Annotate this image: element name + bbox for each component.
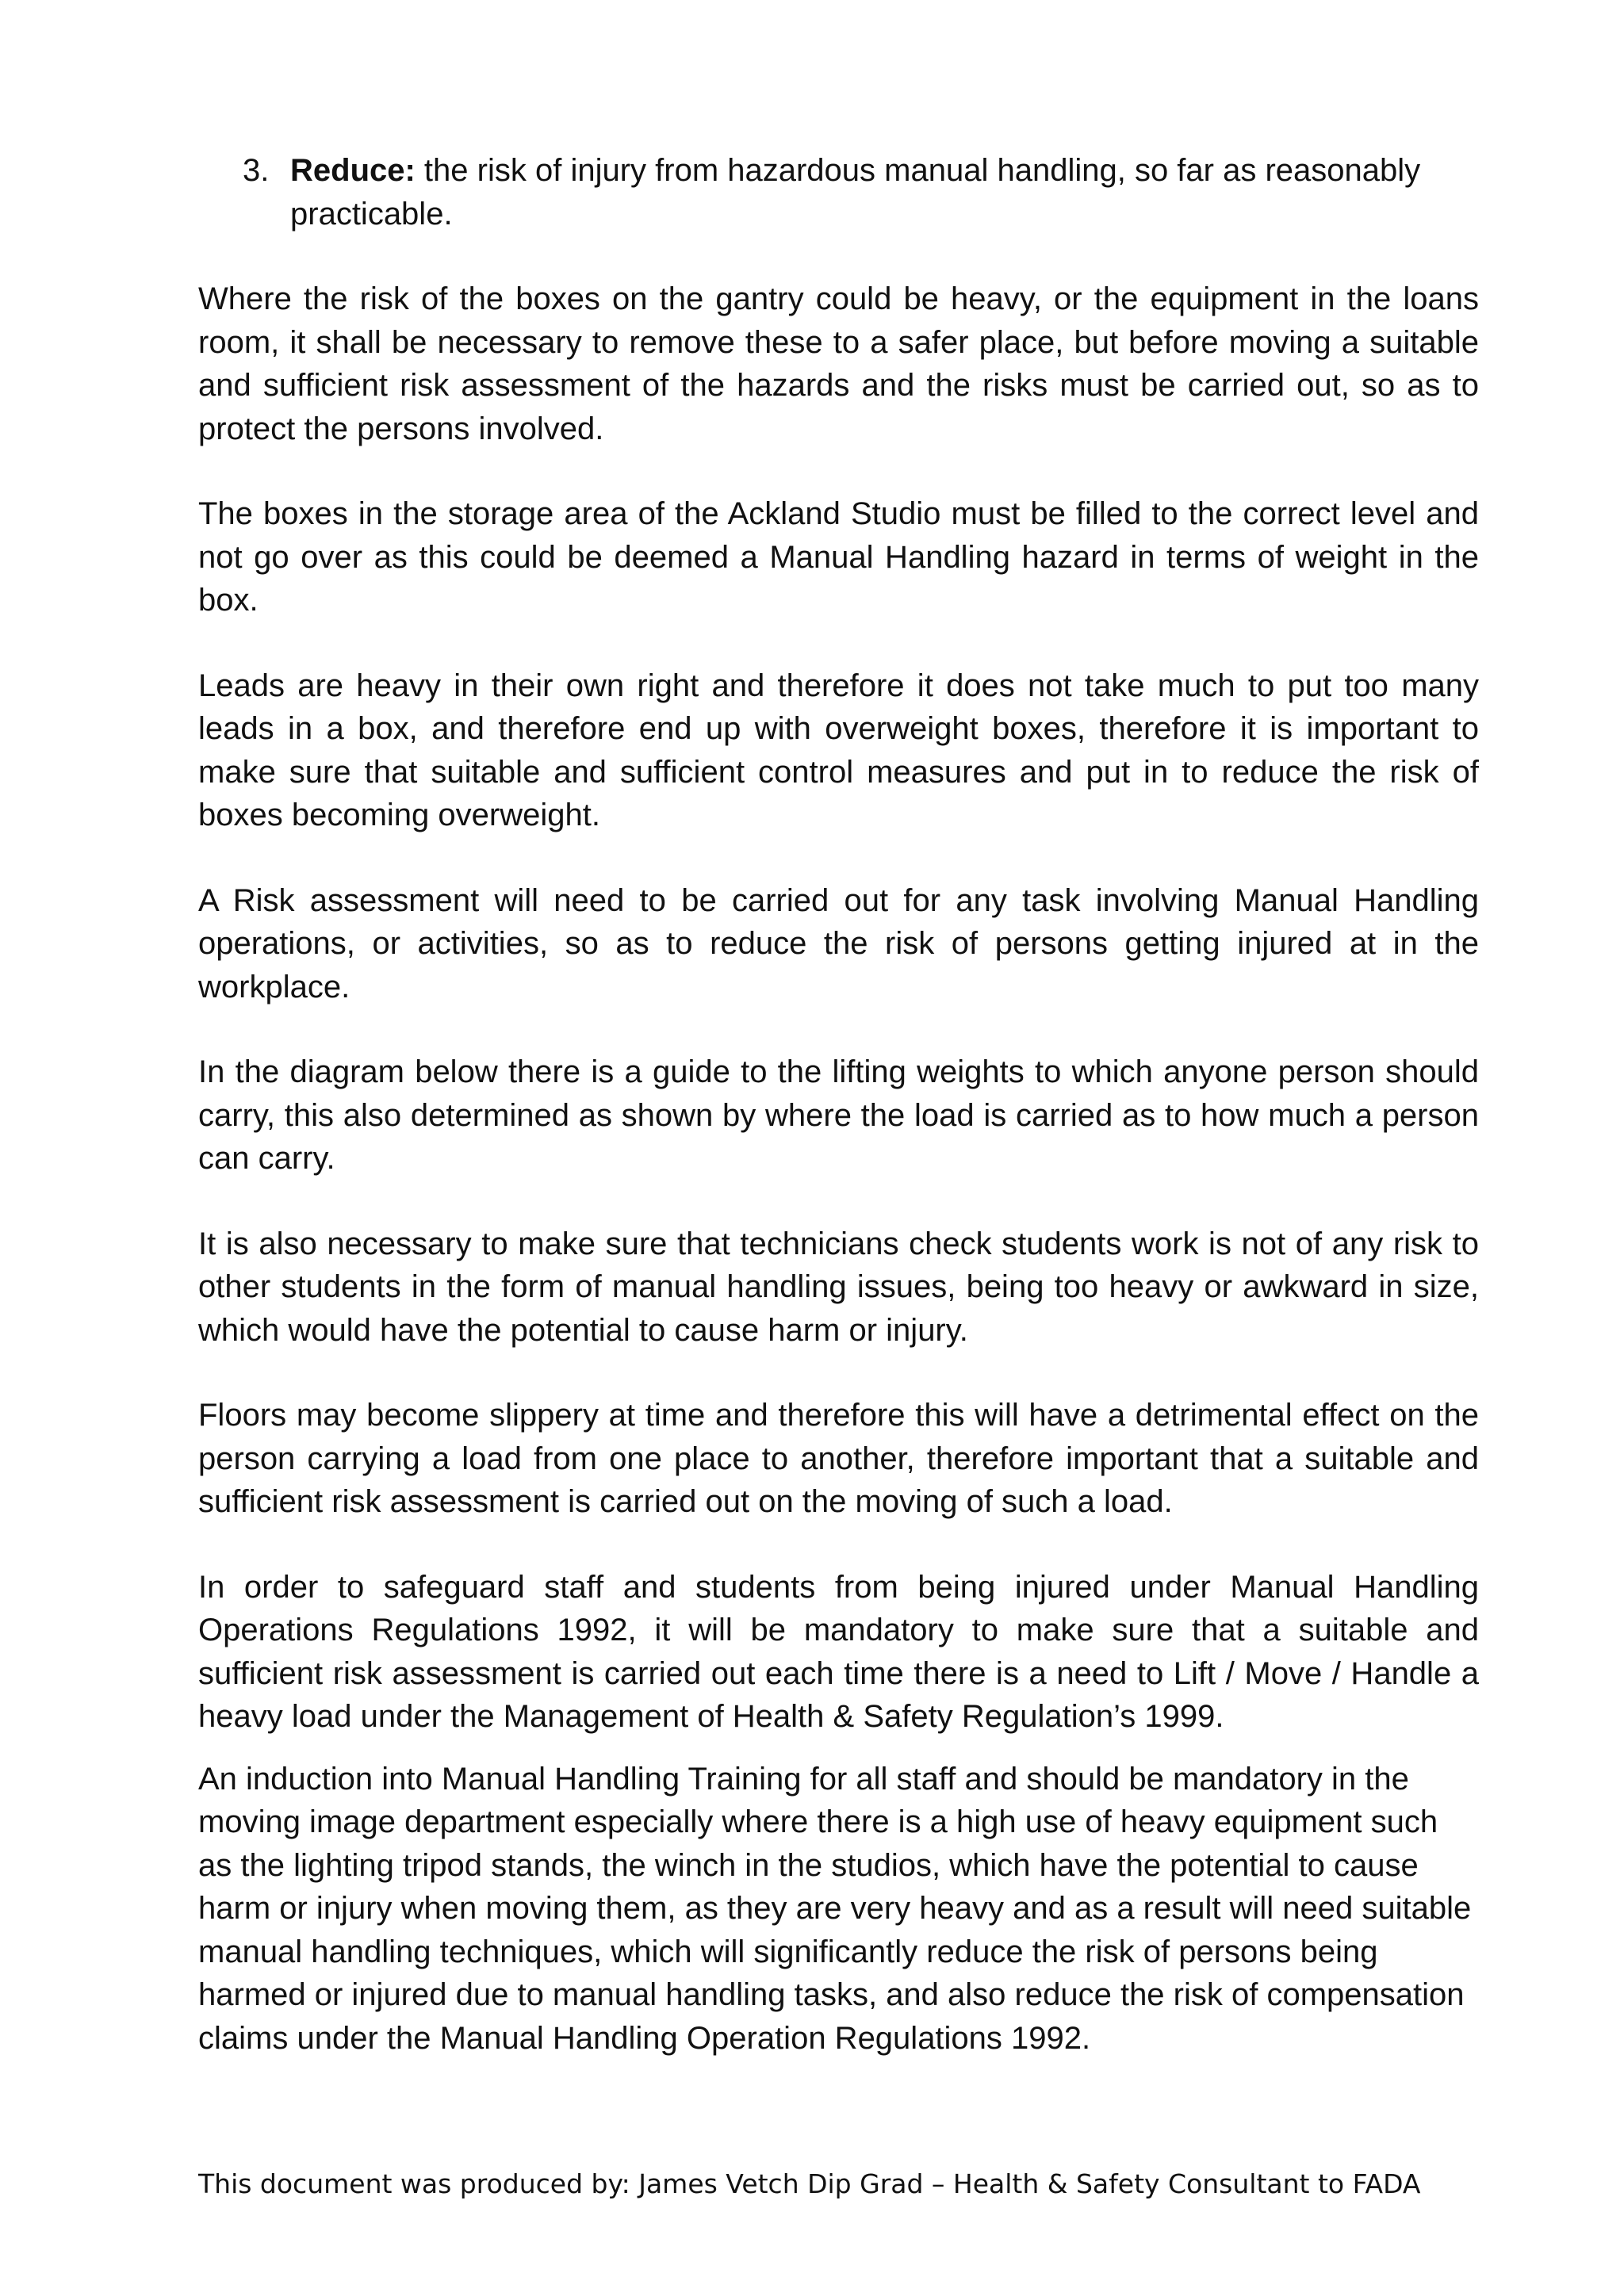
paragraph-leads: Leads are heavy in their own right and therefore it does not take much to put too many leads in a box, and therefore end up with overweight boxes, therefore it is important to make sure that suitable and sufficient control measures and put in to reduce the risk of boxes becoming overweight. (198, 668, 1479, 832)
paragraph-gantry-boxes: Where the risk of the boxes on the gantry could be heavy, or the equipment in the loans room, it shall be necessary to remove these to a safer place, but before moving a suitable and sufficient risk assessment of the hazards and the risks must be carried out, so as to protect the persons involved. (198, 281, 1479, 446)
list-number: 3. (243, 153, 270, 188)
list-item-body (290, 149, 1479, 235)
paragraph-ackland-studio: The boxes in the storage area of the Ackland Studio must be filled to the correct level and not go over as this could be deemed a Manual Handling hazard in terms of weight in the box. (198, 496, 1479, 618)
paragraph-risk-assessment: A Risk assessment will need to be carried out for any task involving Manual Handling operations, or activities, so as to reduce the risk of persons getting injured at in the workplace. (198, 882, 1479, 1004)
paragraph-slippery-floors: Floors may become slippery at time and therefore this will have a detrimental effect on the person carrying a load from one place to another, therefore important that a suitable and sufficient risk assessment is carried out on the moving of such a load. (198, 1398, 1479, 1519)
paragraph-lifting-weights: In the diagram below there is a guide to the lifting weights to which anyone person should carry, this also determined as shown by where the load is carried as to how much a person can carry. (198, 1054, 1479, 1176)
paragraph-induction-training: An induction into Manual Handling Training for all staff and should be mandatory in the moving image department especially where there is a high use of heavy equipment such as the lighting tripod stands, the winch in the studios, which have the potential to cause harm or injury when moving them, as they are very heavy and as a result will need suitable manual handling techniques, which will significantly reduce the risk of persons being harmed or injured due to manual handling tasks, and also reduce the risk of compensation claims under the Manual Handling Operation Regulations 1992. (198, 1761, 1472, 2056)
page-footer: This document was produced by: James Vetch Dip Grad – Health & Safety Consultant to FADA (198, 2168, 1421, 2199)
paragraph-regulations: In order to safeguard staff and students from being injured under Manual Handling Operations Regulations 1992, it will be mandatory to make sure that a suitable and sufficient risk assessment is carried out each time there is a need to Lift / Move / Handle a heavy load under the Management of Health & Safety Regulation’s 1999. (198, 1569, 1479, 1734)
paragraph-technicians-check: It is also necessary to make sure that technicians check students work is not of any risk to other students in the form of manual handling issues, being too heavy or awkward in size, which would have the potential to cause harm or injury. (198, 1226, 1479, 1348)
numbered-list-item (198, 149, 1479, 235)
list-item-text: the risk of injury from hazardous manual handling, so far as reasonably practicable. (290, 153, 1421, 232)
list-item-label: Reduce: (290, 153, 416, 188)
document-body (198, 149, 1479, 2102)
